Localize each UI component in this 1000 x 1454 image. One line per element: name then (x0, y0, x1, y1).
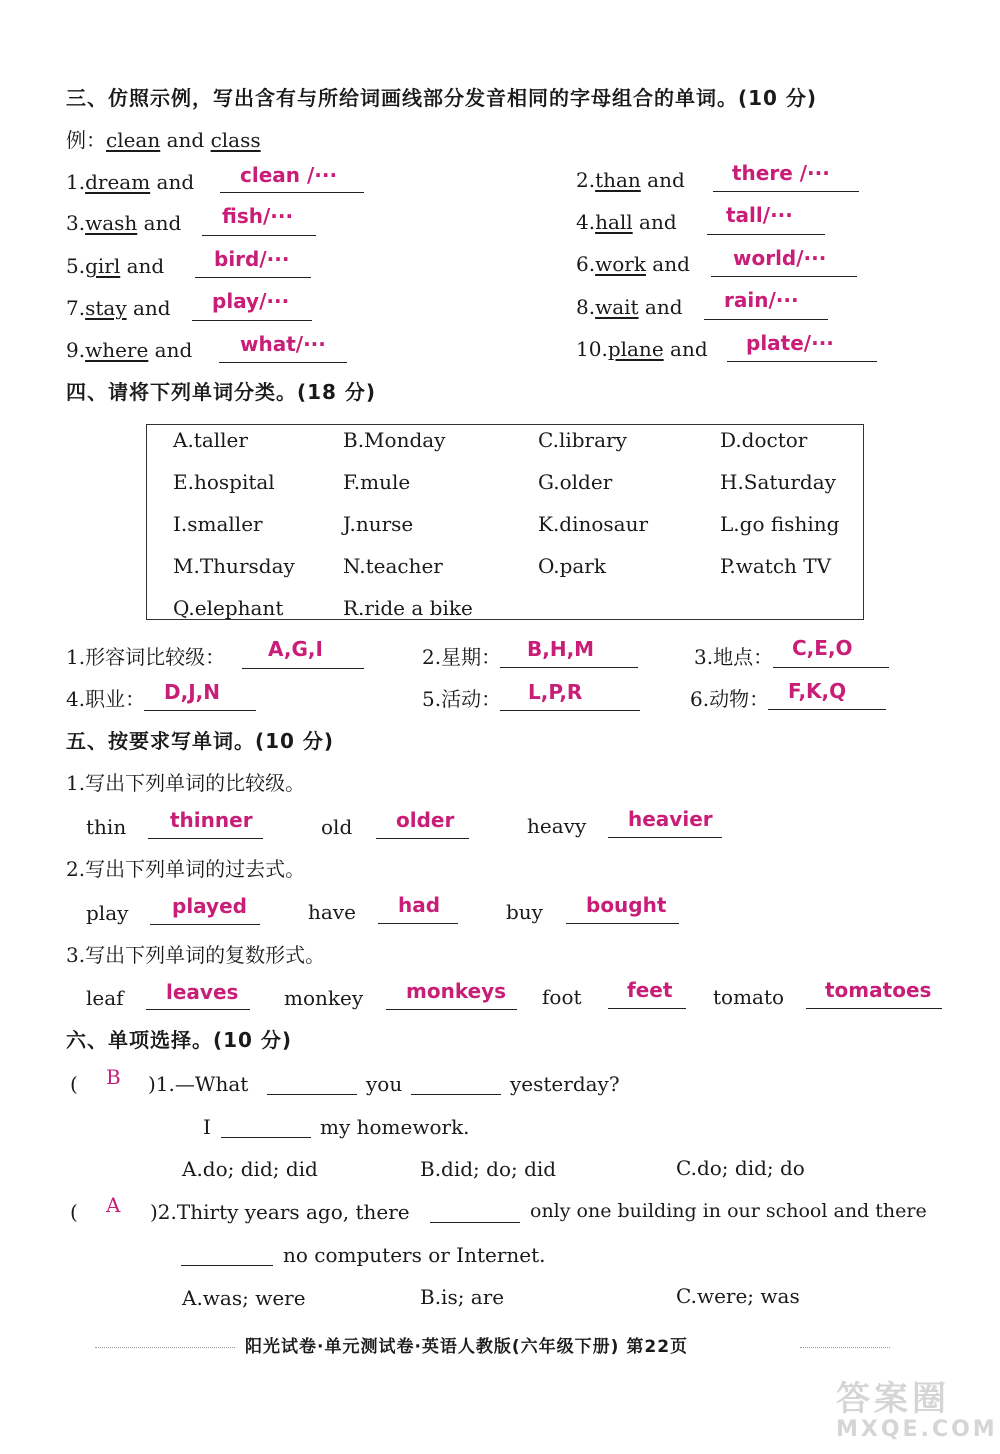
word: monkey (284, 986, 364, 1010)
answer-blank[interactable] (713, 191, 859, 192)
category-label-6: 6.动物： (690, 687, 770, 711)
footer-divider-left (95, 1347, 235, 1348)
category-answer-1: A,G,I (268, 637, 323, 661)
phonics-item-4: 4.hall and (576, 210, 677, 234)
answer-bracket-open: ( (70, 1072, 78, 1096)
answer-blank[interactable] (192, 320, 312, 321)
answer-blank[interactable] (181, 1265, 273, 1266)
phonics-word: where (85, 338, 149, 362)
answer: played (172, 894, 247, 918)
answer-blank[interactable] (500, 710, 640, 711)
answer-blank[interactable] (148, 838, 263, 839)
answer: bought (586, 893, 667, 917)
category-answer-2: B,H,M (527, 637, 595, 661)
question-1-stem-a: )1.—What (148, 1072, 249, 1096)
phonics-word: wait (595, 295, 639, 319)
phonics-word: plane (607, 337, 664, 361)
phonics-item-2: 2.than and (576, 168, 685, 192)
word: old (321, 815, 353, 839)
phonics-answer-9: what/··· (240, 332, 326, 356)
answer-blank[interactable] (267, 1094, 357, 1095)
section-3-title: 三、仿照示例，写出含有与所给词画线部分发音相同的字母组合的单词。(10 分) (66, 86, 818, 110)
word-bank-item: B.Monday (343, 428, 446, 452)
phonics-answer-3: fish/··· (222, 204, 294, 228)
word-bank-item: I.smaller (173, 512, 263, 536)
answer-blank[interactable] (150, 924, 260, 925)
answer-blank[interactable] (219, 362, 347, 363)
category-answer-6: F,K,Q (788, 679, 847, 703)
phonics-answer-10: plate/··· (746, 331, 834, 355)
footer-divider-right (800, 1347, 890, 1348)
example-and: and (160, 128, 211, 152)
word: foot (542, 985, 582, 1009)
answer-blank[interactable] (430, 1222, 520, 1223)
phonics-answer-6: world/··· (733, 246, 827, 270)
answer-blank[interactable] (144, 710, 256, 711)
choice-answer-2: A (106, 1193, 121, 1217)
answer-blank[interactable] (566, 923, 679, 924)
word-bank-item: K.dinosaur (538, 512, 649, 536)
answer: monkeys (406, 979, 507, 1003)
option-b: B.did; do; did (420, 1157, 557, 1181)
category-label-1: 1.形容词比较级： (66, 645, 226, 669)
option-c: C.were; was (676, 1284, 800, 1308)
word: buy (506, 900, 543, 924)
question-1-stem-b: you (366, 1072, 403, 1096)
word-bank-item: O.park (538, 554, 606, 578)
answer-blank[interactable] (378, 923, 458, 924)
question-1-stem-c: yesterday? (510, 1072, 620, 1096)
answer-blank[interactable] (411, 1094, 501, 1095)
phonics-item-6: 6.work and (576, 252, 690, 276)
answer-blank[interactable] (146, 1009, 250, 1010)
question-2-stem-b: only one building in our school and there (530, 1200, 927, 1222)
section-6-title: 六、单项选择。(10 分) (66, 1028, 293, 1052)
answer: heavier (628, 807, 713, 831)
example-word-2: class (210, 128, 261, 152)
answer-blank[interactable] (202, 235, 316, 236)
answer-blank[interactable] (500, 667, 638, 668)
phonics-item-8: 8.wait and (576, 295, 683, 319)
answer-blank[interactable] (768, 709, 886, 710)
word-bank-item: C.library (538, 428, 627, 452)
answer-blank[interactable] (704, 319, 828, 320)
example-line (66, 128, 261, 152)
word: leaf (86, 986, 124, 1010)
phonics-answer-8: rain/··· (724, 288, 799, 312)
answer: thinner (170, 808, 253, 832)
phonics-word: work (595, 252, 646, 276)
answer-blank[interactable] (608, 1008, 686, 1009)
phonics-item-5: 5.girl and (66, 254, 165, 278)
answer-blank[interactable] (386, 1009, 517, 1010)
phonics-word: than (595, 168, 641, 192)
answer-blank[interactable] (221, 1137, 311, 1138)
word: play (86, 901, 129, 925)
answer-blank[interactable] (806, 1008, 942, 1009)
word: have (308, 900, 356, 924)
option-b: B.is; are (420, 1285, 505, 1309)
watermark-line2: MXQE.COM (836, 1417, 998, 1442)
category-label-4: 4.职业： (66, 687, 146, 711)
phonics-word: dream (85, 170, 151, 194)
phonics-word: wash (85, 211, 138, 235)
word: heavy (527, 814, 587, 838)
word-bank-item: H.Saturday (720, 470, 836, 494)
q2-instruction: 2.写出下列单词的过去式。 (66, 857, 306, 881)
phonics-answer-2: there /··· (732, 161, 830, 185)
answer: older (396, 808, 455, 832)
phonics-word: girl (85, 254, 121, 278)
phonics-answer-4: tall/··· (726, 203, 793, 227)
category-answer-4: D,J,N (164, 680, 220, 704)
phonics-item-7: 7.stay and (66, 296, 171, 320)
category-answer-5: L,P,R (528, 680, 583, 704)
answer-blank[interactable] (608, 837, 722, 838)
phonics-word: stay (85, 296, 127, 320)
answer-blank[interactable] (376, 838, 469, 839)
word-bank-item: F.mule (343, 470, 411, 494)
category-label-3: 3.地点： (694, 645, 774, 669)
answer-blank[interactable] (711, 276, 857, 277)
word-bank-item: M.Thursday (173, 554, 295, 578)
answer-blank[interactable] (707, 234, 825, 235)
question-1-line2-b: my homework. (320, 1115, 470, 1139)
answer-blank[interactable] (220, 192, 364, 193)
page-footer: 阳光试卷·单元测试卷·英语人教版(六年级下册) 第22页 (245, 1337, 689, 1357)
q1-instruction: 1.写出下列单词的比较级。 (66, 771, 306, 795)
option-c: C.do; did; do (676, 1156, 805, 1180)
question-2-stem-a: )2.Thirty years ago, there (150, 1200, 410, 1224)
answer-blank[interactable] (727, 361, 877, 362)
word-bank-item: N.teacher (343, 554, 443, 578)
answer-blank[interactable] (195, 277, 311, 278)
phonics-answer-5: bird/··· (214, 247, 290, 271)
word-bank-item: D.doctor (720, 428, 808, 452)
phonics-item-9: 9.where and (66, 338, 193, 362)
answer-blank[interactable] (773, 667, 889, 668)
phonics-answer-1: clean /··· (240, 163, 338, 187)
section-4-title: 四、请将下列单词分类。(18 分) (66, 380, 377, 404)
answer-blank[interactable] (242, 668, 364, 669)
answer: tomatoes (825, 978, 932, 1002)
watermark-line1: 答案圈 (836, 1379, 950, 1419)
phonics-item-1: 1.dream and (66, 170, 195, 194)
answer: leaves (166, 980, 239, 1004)
phonics-item-10: 10.plane and (576, 337, 708, 361)
phonics-answer-7: play/··· (212, 289, 290, 313)
phonics-word: hall (595, 210, 633, 234)
example-prefix: 例： (66, 128, 106, 152)
category-label-2: 2.星期： (422, 645, 502, 669)
phonics-item-3: 3.wash and (66, 211, 182, 235)
word: tomato (713, 985, 785, 1009)
category-answer-3: C,E,O (792, 636, 853, 660)
word-bank-item: E.hospital (173, 470, 275, 494)
word-bank-item: R.ride a bike (343, 596, 473, 620)
section-5-title: 五、按要求写单词。(10 分) (66, 729, 335, 753)
answer-bracket-open: ( (70, 1200, 78, 1224)
question-2-line2: no computers or Internet. (283, 1243, 546, 1267)
answer: had (398, 893, 441, 917)
answer: feet (627, 978, 673, 1002)
word-bank-item: P.watch TV (720, 554, 832, 578)
choice-answer-1: B (106, 1065, 121, 1089)
question-1-line2-a: I (203, 1115, 211, 1139)
word-bank-item: Q.elephant (173, 596, 284, 620)
example-word-1: clean (106, 128, 161, 152)
word: thin (86, 815, 127, 839)
q3-instruction: 3.写出下列单词的复数形式。 (66, 943, 326, 967)
watermark-logo (836, 1379, 998, 1444)
option-a: A.was; were (182, 1286, 306, 1310)
category-label-5: 5.活动： (422, 687, 502, 711)
word-bank-item: J.nurse (343, 512, 414, 536)
word-bank-item: G.older (538, 470, 613, 494)
option-a: A.do; did; did (182, 1157, 318, 1181)
word-bank-item: L.go fishing (720, 512, 840, 536)
word-bank-item: A.taller (173, 428, 248, 452)
